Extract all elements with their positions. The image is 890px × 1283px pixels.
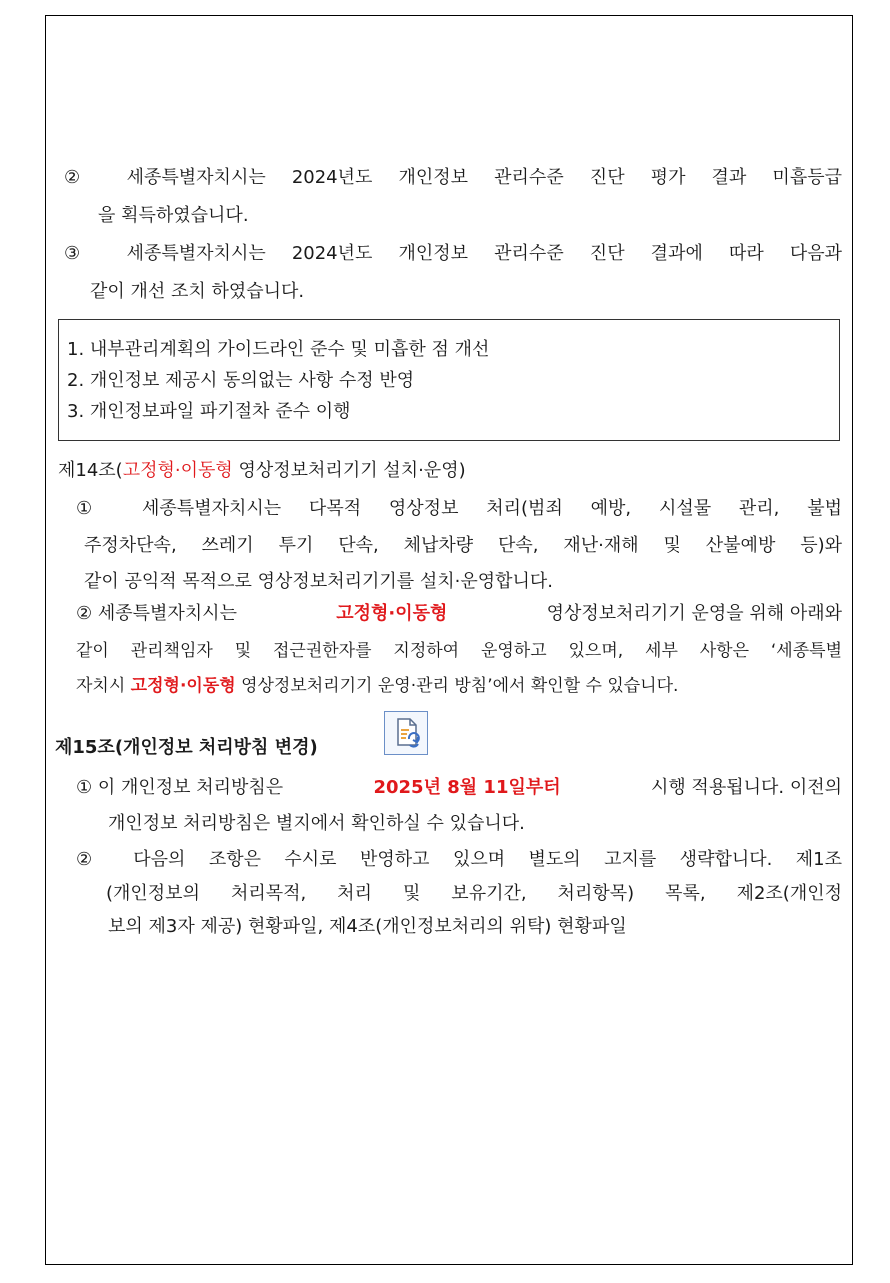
document-refresh-icon[interactable] xyxy=(384,711,428,755)
article15-item2-line2: (개인정보의 처리목적, 처리 및 보유기간, 처리항목) 목록, 제2조(개인정 xyxy=(106,883,842,904)
improvement-box xyxy=(58,319,840,441)
article14-item2-line3: 자치시 고정형·이동형 영상정보처리기기 운영·관리 방침’에서 확인할 수 있습니다. xyxy=(76,676,679,696)
article14-item2-line1: ② 세종특별자치시는 고정형·이동형 영상정보처리기기 운영을 위해 아래와 xyxy=(76,603,842,624)
article14-item2-line2: 같이 관리책임자 및 접근권한자를 지정하여 운영하고 있으며, 세부 사항은 ‘세종특별 xyxy=(76,641,842,661)
article14-item1-line1: ① 세종특별자치시는 다목적 영상정보 처리(범죄 예방, 시설물 관리, 불법 xyxy=(76,498,842,519)
article15-item1-line2: 개인정보 처리방침은 별지에서 확인하실 수 있습니다. xyxy=(108,813,525,834)
box-item-1: 1. 내부관리계획의 가이드라인 준수 및 미흡한 점 개선 xyxy=(67,339,490,360)
box-item-2: 2. 개인정보 제공시 동의없는 사항 수정 반영 xyxy=(67,370,415,391)
article15-item2-line3: 보의 제3자 제공) 현황파일, 제4조(개인정보처리의 위탁) 현황파일 xyxy=(108,916,627,937)
item3-line1: ③ 세종특별자치시는 2024년도 개인정보 관리수준 진단 결과에 따라 다음과 xyxy=(64,243,842,264)
item2-line2: 을 획득하였습니다. xyxy=(98,205,249,226)
article15-heading: 제15조(개인정보 처리방침 변경) xyxy=(55,737,318,758)
item3-line2: 같이 개선 조치 하였습니다. xyxy=(90,281,305,302)
article15-item1-line1: ① 이 개인정보 처리방침은 2025년 8월 11일부터 시행 적용됩니다. 이전의 xyxy=(76,777,842,798)
box-item-3: 3. 개인정보파일 파기절차 준수 이행 xyxy=(67,401,351,422)
article14-item1-line3: 같이 공익적 목적으로 영상정보처리기기를 설치·운영합니다. xyxy=(84,571,554,592)
article14-item1-line2: 주정차단속, 쓰레기 투기 단속, 체납차량 단속, 재난·재해 및 산불예방 등)와 xyxy=(84,535,842,556)
article15-item2-line1: ② 다음의 조항은 수시로 반영하고 있으며 별도의 고지를 생략합니다. 제1조 xyxy=(76,849,842,870)
article14-heading: 제14조(고정형·이동형 영상정보처리기기 설치·운영) xyxy=(58,460,466,481)
item2-line1: ② 세종특별자치시는 2024년도 개인정보 관리수준 진단 평가 결과 미흡등급 xyxy=(64,167,842,188)
